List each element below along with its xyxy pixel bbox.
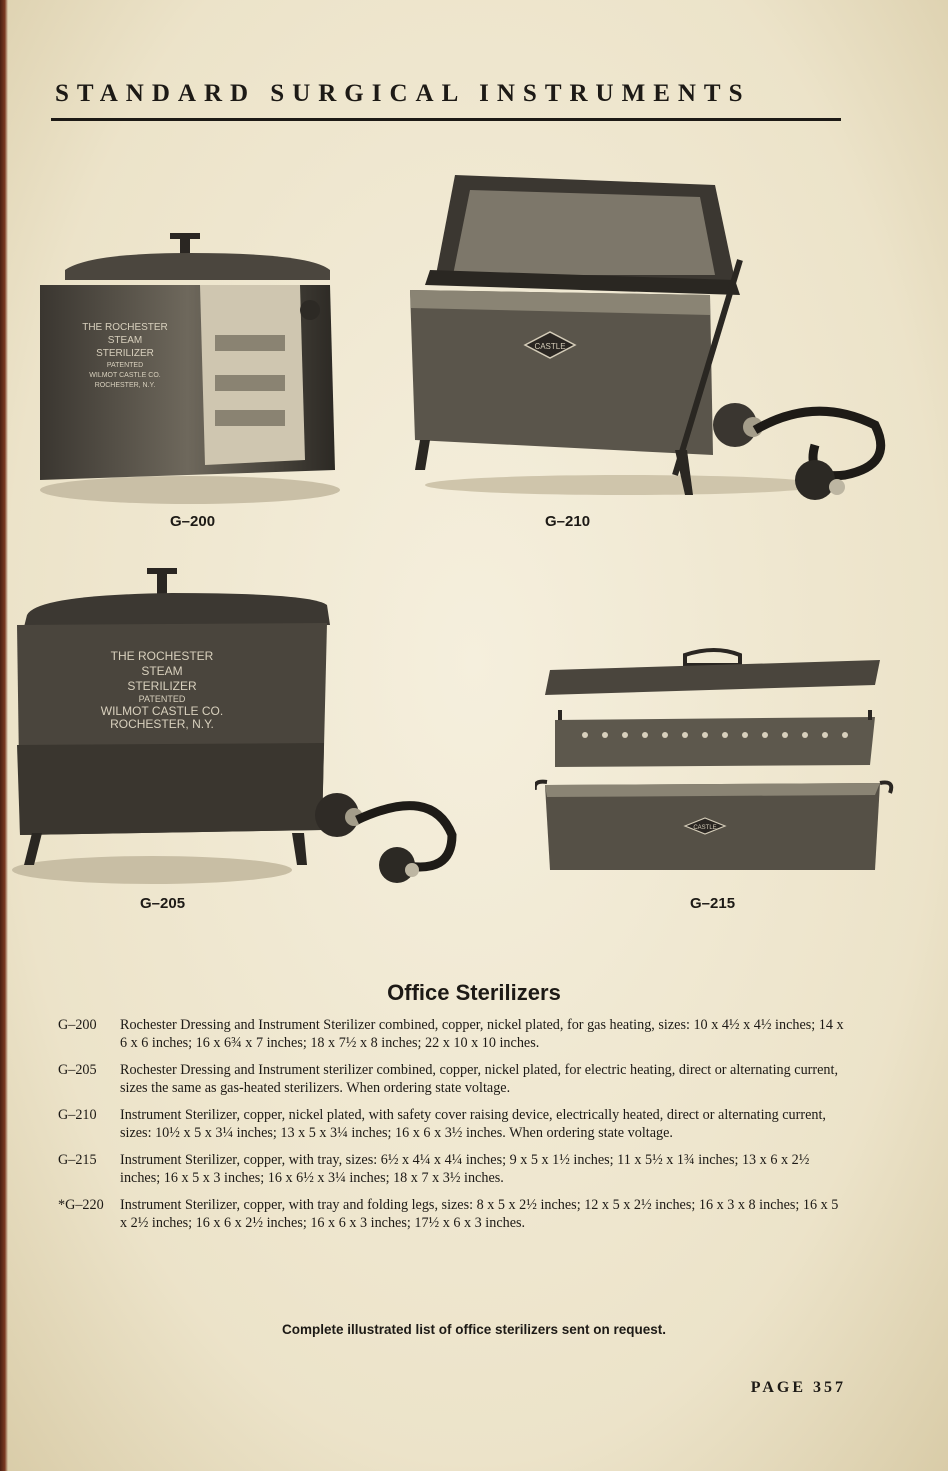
- g200-engraving-line: PATENTED: [106, 362, 144, 369]
- g200-sterilizer-illustration: [30, 225, 350, 515]
- g205-engraving-line: ROCHESTER, N.Y.: [110, 717, 214, 731]
- entry-code: G–210: [58, 1107, 97, 1123]
- entry-g205: [58, 1062, 848, 1097]
- g215-sterilizer-illustration: [535, 645, 895, 875]
- g200-engraving-line: WILMOT CASTLE CO.: [89, 372, 161, 379]
- g205-engraving-line: WILMOT CASTLE CO.: [100, 704, 224, 718]
- figure-label-g200: G–200: [170, 513, 216, 530]
- figure-label-g205: G–205: [140, 895, 186, 912]
- figure-label-g210: G–210: [545, 513, 591, 530]
- entry-description: Instrument Sterilizer, copper, nickel plated, with safety cover raising device, electrically heated, direct or alternating current, sizes: 10½ x 5 x 3¼ inches; 13 x 5 x 3¼ inches; 16 x 6 x 3½ inches. When ordering state voltage.: [120, 1107, 826, 1141]
- entry-g200: [58, 1017, 848, 1052]
- section-title: Office Sterilizers: [387, 980, 561, 1005]
- entry-g220: [58, 1197, 848, 1232]
- entry-code: *G–220: [58, 1197, 104, 1213]
- g200-engraving-line: ROCHESTER, N.Y.: [94, 382, 156, 389]
- figure-g200: [30, 225, 350, 530]
- g205-engraving-line: STEAM: [141, 664, 183, 678]
- page-number: PAGE 357: [750, 1379, 846, 1396]
- g215-badge-text: CASTLE: [693, 825, 717, 831]
- g205-engraving-line: THE ROCHESTER: [110, 649, 214, 663]
- entry-g215: [58, 1152, 848, 1187]
- entry-code: G–205: [58, 1062, 97, 1078]
- g205-engraving-line: PATENTED: [138, 694, 186, 704]
- page-header: [55, 80, 840, 108]
- entry-g210: [58, 1107, 848, 1142]
- entry-description: Rochester Dressing and Instrument Sterilizer combined, copper, nickel plated, for gas heating, sizes: 10 x 4½ x 4½ inches; 14 x 6 x 6 inches; 16 x 6¾ x 7 inches; 18 x 7½ x 8 inches; 22 x 10 x 10 inches.: [120, 1017, 844, 1051]
- figure-g215: [535, 645, 895, 912]
- g200-engraving-line: THE ROCHESTER: [82, 322, 168, 333]
- g200-engraving-line: STEAM: [107, 335, 143, 346]
- g200-engraving-line: STERILIZER: [96, 348, 154, 359]
- page-header-title: STANDARD SURGICAL INSTRUMENTS: [55, 80, 751, 107]
- footnote: Complete illustrated list of office sterilizers sent on request.: [281, 1322, 667, 1337]
- entry-description: Instrument Sterilizer, copper, with tray, sizes: 6½ x 4¼ x 4¼ inches; 9 x 5 x 1½ inches; 11 x 5½ x 1¾ inches; 13 x 6 x 2½ inches; 16 x 5 x 3 inches; 16 x 6½ x 3¼ inches; 18 x 7 x 3½ inches.: [120, 1152, 810, 1186]
- book-spine-edge: [0, 0, 8, 1471]
- product-entries: [58, 1017, 848, 1242]
- g205-sterilizer-illustration: [12, 565, 462, 895]
- entry-description: Instrument Sterilizer, copper, with tray and folding legs, sizes: 8 x 5 x 2½ inches; 12 x 5 x 2½ inches; 16 x 3 x 8 inches; 16 x 5 x 2½ inches; 16 x 6 x 2½ inches; 16 x 6 x 3 inches; 17½ x 6 x 3 inches.: [120, 1197, 839, 1231]
- entry-code: G–215: [58, 1152, 97, 1168]
- figure-g205: [12, 565, 462, 912]
- header-rule: [51, 118, 841, 121]
- g210-badge-text: CASTLE: [534, 342, 566, 351]
- g210-sterilizer-illustration: [375, 165, 905, 505]
- g205-engraving-line: STERILIZER: [127, 679, 197, 693]
- figure-g210: [375, 165, 905, 530]
- figure-label-g215: G–215: [690, 895, 736, 912]
- entry-description: Rochester Dressing and Instrument sterilizer combined, copper, nickel plated, for electric heating, direct or alternating current, sizes the same as gas-heated sterilizers. When ordering state voltage.: [120, 1062, 838, 1096]
- entry-code: G–200: [58, 1017, 97, 1033]
